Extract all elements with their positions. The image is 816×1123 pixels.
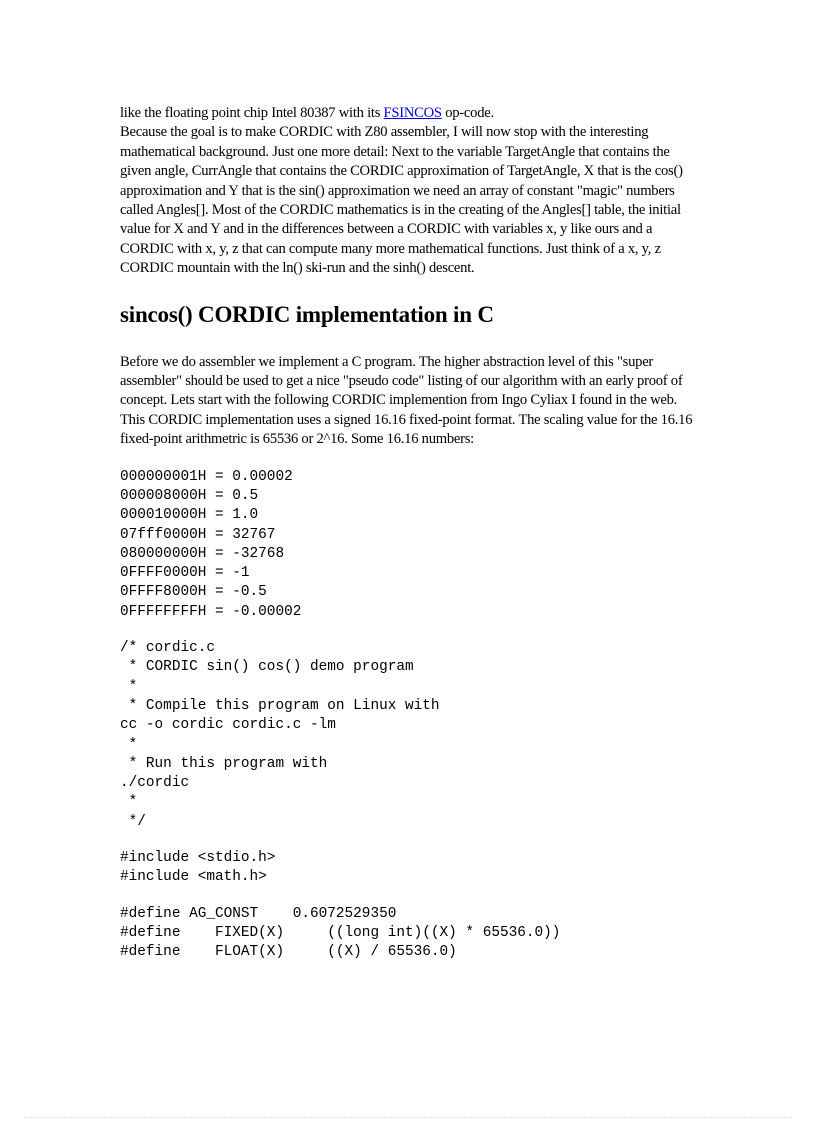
spacer — [120, 622, 702, 639]
fsincos-link[interactable]: FSINCOS — [383, 105, 442, 121]
spacer — [120, 832, 702, 849]
intro-line — [120, 104, 702, 123]
code-defines: #define AG_CONST 0.6072529350 #define FIXED(X) ((long int)((X) * 65536.0)) #define FLOAT(X) ((X) / 65536.0) — [120, 905, 561, 961]
intro-line-start: like the floating point chip Intel 80387 with its — [120, 105, 384, 121]
code-includes: #include <stdio.h> #include <math.h> — [120, 850, 276, 886]
intro-paragraph: Because the goal is to make CORDIC with Z80 assembler, I will now stop with the interesting mathematical background. Just one more detail: Next to the variable TargetAngle that contains the given angle, CurrAngle that contains the CORDIC approximation of TargetAngle, X that is the cos() approximation and Y that is the sin() approximation we need an array of constant "magic" numbers called Angles[]. Most of the CORDIC mathematics is in the creating of the Angles[] table, the initial value for X and Y and in the differences between a CORDIC with variables x, y like ours and a CORDIC with x, y, z that can compute many more mathematical functions. Just think of a x, y, z CORDIC mountain with the ln() ski-run and the sinh() descent. — [120, 124, 683, 277]
document-content — [120, 104, 702, 963]
section-heading: sincos() CORDIC implementation in C — [120, 301, 494, 327]
section-paragraph-1: Before we do assembler we implement a C program. The higher abstraction level of this "super assembler" should be used to get a nice "pseudo code" listing of our algorithm with an early proof of concept. Lets start with the following CORDIC implemention from Ingo Cyliax I found in the web. — [120, 353, 683, 409]
intro-line-end: op-code. — [441, 105, 494, 121]
intro-text — [120, 104, 702, 279]
page-bottom-divider — [24, 1117, 792, 1118]
section-text — [120, 353, 702, 450]
section-paragraph-2: This CORDIC implementation uses a signed 16.16 fixed-point format. The scaling value for the 16.16 fixed-point arithmetric is 65536 or 2^16. Some 16.16 numbers: — [120, 411, 693, 448]
fixed-point-examples: 000000001H = 0.00002 000008000H = 0.5 000010000H = 1.0 07fff0000H = 32767 080000000H = -32768 0FFFF0000H = -1 0FFFF8000H = -0.5 0FFFFFFFFH = -0.00002 — [120, 468, 302, 620]
code-header-comment: /* cordic.c * CORDIC sin() cos() demo program * * Compile this program on Linux with cc -o cordic cordic.c -lm * * Run this program with ./cordic * */ — [120, 640, 440, 830]
spacer — [120, 888, 702, 905]
spacer — [120, 450, 702, 468]
